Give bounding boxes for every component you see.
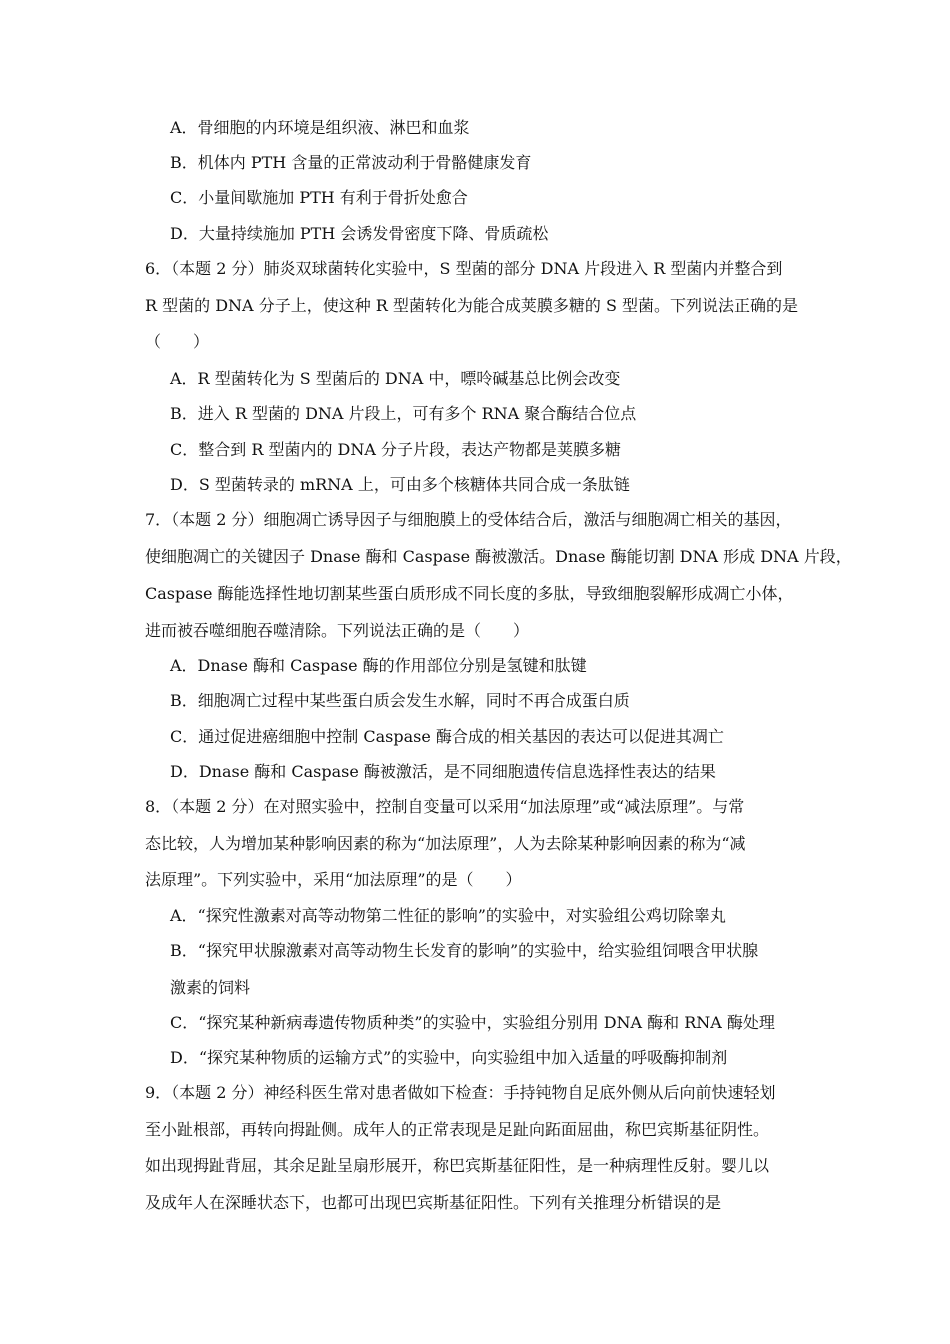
q5-option-c: C．小量间歇施加 PTH 有利于骨折处愈合 — [170, 188, 468, 207]
q5-option-a: A．骨细胞的内环境是组织液、淋巴和血浆 — [170, 118, 470, 137]
q9-stem-line: 及成年人在深睡状态下，也都可出现巴宾斯基征阳性。下列有关推理分析错误的是 — [145, 1193, 722, 1212]
q7-option-d: D．Dnase 酶和 Caspase 酶被激活，是不同细胞遗传信息选择性表达的结果 — [170, 762, 716, 781]
q6-option-b: B．进入 R 型菌的 DNA 片段上，可有多个 RNA 聚合酶结合位点 — [170, 404, 637, 423]
q6-option-a: A．R 型菌转化为 S 型菌后的 DNA 中，嘌呤碱基总比例会改变 — [170, 369, 621, 388]
q7-option-a: A．Dnase 酶和 Caspase 酶的作用部位分别是氢键和肽键 — [170, 656, 587, 675]
q9-stem-line: 如出现拇趾背屈，其余足趾呈扇形展开，称巴宾斯基征阳性，是一种病理性反射。婴儿以 — [145, 1156, 770, 1175]
q7-option-b: B．细胞凋亡过程中某些蛋白质会发生水解，同时不再合成蛋白质 — [170, 691, 630, 710]
q9-stem-line: 至小趾根部，再转向拇趾侧。成年人的正常表现是足趾向跖面屈曲，称巴宾斯基征阴性。 — [145, 1120, 770, 1139]
q7-stem-line: 7．（本题 2 分）细胞凋亡诱导因子与细胞膜上的受体结合后，激活与细胞凋亡相关的基因， — [145, 510, 792, 529]
q7-stem-line: 进而被吞噬细胞吞噬清除。下列说法正确的是（ ） — [145, 621, 530, 640]
q8-stem-line: 态比较，人为增加某种影响因素的称为“加法原理”，人为去除某种影响因素的称为“减 — [145, 834, 746, 853]
q6-option-d: D．S 型菌转录的 mRNA 上，可由多个核糖体共同合成一条肽链 — [170, 475, 630, 494]
q8-option-a: A．“探究性激素对高等动物第二性征的影响”的实验中，对实验组公鸡切除睾丸 — [170, 906, 726, 925]
q5-option-d: D．大量持续施加 PTH 会诱发骨密度下降、骨质疏松 — [170, 224, 549, 243]
q9-stem-line: 9．（本题 2 分）神经科医生常对患者做如下检查：手持钝物自足底外侧从后向前快速轻划 — [145, 1083, 776, 1102]
q7-option-c: C．通过促进癌细胞中控制 Caspase 酶合成的相关基因的表达可以促进其凋亡 — [170, 727, 724, 746]
q8-stem-line: 法原理”。下列实验中，采用“加法原理”的是（ ） — [145, 870, 522, 889]
q5-option-b: B．机体内 PTH 含量的正常波动利于骨骼健康发育 — [170, 153, 532, 172]
q8-option-c: C．“探究某种新病毒遗传物质种类”的实验中，实验组分别用 DNA 酶和 RNA 酶处理 — [170, 1013, 775, 1032]
q7-stem-line: Caspase 酶能选择性地切割某些蛋白质形成不同长度的多肽，导致细胞裂解形成凋亡小体， — [145, 584, 794, 603]
q6-stem-line: 6．（本题 2 分）肺炎双球菌转化实验中，S 型菌的部分 DNA 片段进入 R 型菌内并整合到 — [145, 259, 783, 278]
q6-option-c: C．整合到 R 型菌内的 DNA 分子片段，表达产物都是荚膜多糖 — [170, 440, 622, 459]
q8-option-b: B．“探究甲状腺激素对高等动物生长发育的影响”的实验中，给实验组饲喂含甲状腺 — [170, 941, 759, 960]
q6-stem-line: R 型菌的 DNA 分子上，使这种 R 型菌转化为能合成荚膜多糖的 S 型菌。下列说法正确的是 — [145, 296, 799, 315]
q8-option-b-cont: 激素的饲料 — [170, 978, 251, 997]
q8-stem-line: 8．（本题 2 分）在对照实验中，控制自变量可以采用“加法原理”或“减法原理”。与常 — [145, 797, 745, 816]
q7-stem-line: 使细胞凋亡的关键因子 Dnase 酶和 Caspase 酶被激活。Dnase 酶能切割 DNA 形成 DNA 片段， — [145, 547, 852, 566]
q8-option-d: D．“探究某种物质的运输方式”的实验中，向实验组中加入适量的呼吸酶抑制剂 — [170, 1048, 728, 1067]
q6-stem-line: （ ） — [145, 332, 210, 351]
